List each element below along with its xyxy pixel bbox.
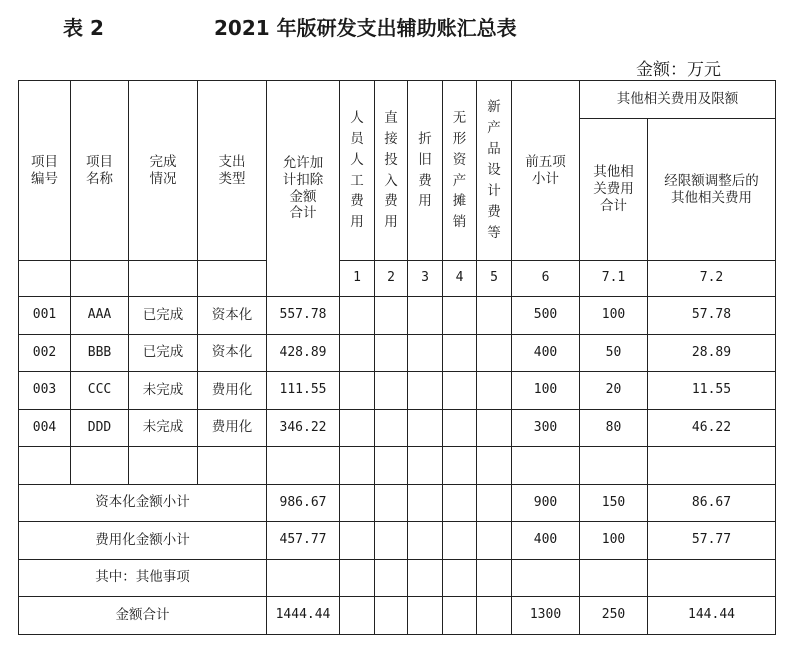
cell-c71: 100 (580, 297, 648, 335)
cell-allowed: 428.89 (267, 334, 340, 372)
cell-type: 资本化 (198, 334, 267, 372)
summary-c6: 900 (512, 484, 580, 522)
cell-c1 (340, 409, 375, 447)
cell-c2 (375, 409, 408, 447)
unit-label: 金额：万元 (636, 60, 721, 80)
summary-row (19, 559, 776, 597)
summary-table (18, 80, 776, 635)
cell-no: 002 (19, 334, 71, 372)
summary-empty-cell (408, 597, 443, 635)
cell-c1 (340, 372, 375, 410)
header-status: 完成 情况 (129, 81, 198, 261)
cell-c3 (408, 297, 443, 335)
cell-c3 (408, 334, 443, 372)
cell-c2 (375, 334, 408, 372)
summary-empty-cell (477, 597, 512, 635)
summary-c72 (648, 559, 776, 597)
summary-label: 费用化金额小计 (19, 522, 267, 560)
header-expense-type: 支出 类型 (198, 81, 267, 261)
summary-allowed (267, 559, 340, 597)
header-index-2: 2 (375, 261, 408, 297)
summary-empty-cell (340, 522, 375, 560)
cell-type: 资本化 (198, 297, 267, 335)
summary-c71: 100 (580, 522, 648, 560)
header-direct-input: 直接投入费用 (375, 81, 408, 261)
cell-type: 费用化 (198, 409, 267, 447)
header-index-6: 6 (512, 261, 580, 297)
cell-c6: 500 (512, 297, 580, 335)
summary-empty-cell (477, 484, 512, 522)
cell-c3 (408, 409, 443, 447)
summary-c72: 144.44 (648, 597, 776, 635)
header-index-blank-2 (71, 261, 129, 297)
summary-empty-cell (340, 484, 375, 522)
summary-empty-cell (340, 597, 375, 635)
cell-name: BBB (71, 334, 129, 372)
summary-empty-cell (443, 522, 477, 560)
cell-c6 (512, 447, 580, 485)
header-other-total: 其他相 关费用 合计 (580, 119, 648, 261)
cell-c4 (443, 334, 477, 372)
summary-empty-cell (443, 597, 477, 635)
cell-type (198, 447, 267, 485)
cell-name (71, 447, 129, 485)
table-row (19, 297, 776, 335)
cell-c6: 300 (512, 409, 580, 447)
header-project-name: 项目 名称 (71, 81, 129, 261)
cell-c5 (477, 297, 512, 335)
summary-c6 (512, 559, 580, 597)
header-amortization: 无形资产摊销 (443, 81, 477, 261)
header-other-adjusted: 经限额调整后的 其他相关费用 (648, 119, 776, 261)
summary-c6: 400 (512, 522, 580, 560)
summary-empty-cell (408, 484, 443, 522)
header-index-4: 4 (443, 261, 477, 297)
cell-allowed: 346.22 (267, 409, 340, 447)
header-index-1: 1 (340, 261, 375, 297)
cell-c4 (443, 447, 477, 485)
summary-c71 (580, 559, 648, 597)
summary-c6: 1300 (512, 597, 580, 635)
cell-c5 (477, 447, 512, 485)
cell-status (129, 447, 198, 485)
cell-no: 004 (19, 409, 71, 447)
summary-label: 其中：其他事项 (19, 559, 267, 597)
cell-c3 (408, 372, 443, 410)
cell-name: CCC (71, 372, 129, 410)
cell-c6: 100 (512, 372, 580, 410)
summary-empty-cell (375, 522, 408, 560)
summary-label: 资本化金额小计 (19, 484, 267, 522)
summary-c72: 57.77 (648, 522, 776, 560)
cell-c72: 46.22 (648, 409, 776, 447)
header-index-3: 3 (408, 261, 443, 297)
summary-row (19, 484, 776, 522)
cell-c2 (375, 447, 408, 485)
header-project-no: 项目 编号 (19, 81, 71, 261)
cell-c1 (340, 447, 375, 485)
cell-c72: 28.89 (648, 334, 776, 372)
summary-row (19, 522, 776, 560)
cell-c4 (443, 372, 477, 410)
cell-c1 (340, 297, 375, 335)
summary-allowed: 1444.44 (267, 597, 340, 635)
cell-c71: 20 (580, 372, 648, 410)
cell-allowed (267, 447, 340, 485)
cell-c3 (408, 447, 443, 485)
cell-status: 已完成 (129, 334, 198, 372)
cell-c72: 11.55 (648, 372, 776, 410)
cell-c71: 80 (580, 409, 648, 447)
cell-c71: 50 (580, 334, 648, 372)
table-row (19, 334, 776, 372)
cell-c2 (375, 297, 408, 335)
cell-allowed: 557.78 (267, 297, 340, 335)
header-index-blank-3 (129, 261, 198, 297)
cell-c5 (477, 372, 512, 410)
cell-no: 003 (19, 372, 71, 410)
cell-allowed: 111.55 (267, 372, 340, 410)
summary-empty-cell (375, 597, 408, 635)
cell-c71 (580, 447, 648, 485)
cell-c6: 400 (512, 334, 580, 372)
page-title: 2021 年版研发支出辅助账汇总表 (214, 16, 517, 40)
cell-type: 费用化 (198, 372, 267, 410)
header-index-blank-4 (198, 261, 267, 297)
cell-c72: 57.78 (648, 297, 776, 335)
header-index-7-2: 7.2 (648, 261, 776, 297)
table-number: 表 2 (63, 16, 104, 40)
summary-empty-cell (408, 522, 443, 560)
cell-name: AAA (71, 297, 129, 335)
cell-c5 (477, 409, 512, 447)
summary-c71: 250 (580, 597, 648, 635)
cell-name: DDD (71, 409, 129, 447)
header-design-fee: 新产品设计费等 (477, 81, 512, 261)
header-index-7-1: 7.1 (580, 261, 648, 297)
cell-c2 (375, 372, 408, 410)
summary-empty-cell (375, 559, 408, 597)
header-other-group: 其他相关费用及限额 (580, 81, 776, 119)
table-row (19, 409, 776, 447)
header-personnel: 人员人工费用 (340, 81, 375, 261)
header-first-five-subtotal: 前五项 小计 (512, 81, 580, 261)
cell-c4 (443, 297, 477, 335)
cell-c4 (443, 409, 477, 447)
summary-allowed: 986.67 (267, 484, 340, 522)
summary-empty-cell (408, 559, 443, 597)
cell-status: 未完成 (129, 409, 198, 447)
summary-label: 金额合计 (19, 597, 267, 635)
table-row (19, 447, 776, 485)
table-row (19, 372, 776, 410)
summary-empty-cell (375, 484, 408, 522)
cell-c5 (477, 334, 512, 372)
cell-no (19, 447, 71, 485)
summary-row (19, 597, 776, 635)
summary-c72: 86.67 (648, 484, 776, 522)
header-index-blank-1 (19, 261, 71, 297)
summary-c71: 150 (580, 484, 648, 522)
cell-status: 未完成 (129, 372, 198, 410)
header-depreciation: 折旧费用 (408, 81, 443, 261)
header-index-5: 5 (477, 261, 512, 297)
summary-allowed: 457.77 (267, 522, 340, 560)
cell-no: 001 (19, 297, 71, 335)
cell-c1 (340, 334, 375, 372)
summary-empty-cell (340, 559, 375, 597)
summary-empty-cell (443, 484, 477, 522)
summary-empty-cell (477, 522, 512, 560)
summary-empty-cell (477, 559, 512, 597)
header-allowed-total: 允许加 计扣除 金额 合计 (267, 81, 340, 297)
summary-empty-cell (443, 559, 477, 597)
cell-status: 已完成 (129, 297, 198, 335)
cell-c72 (648, 447, 776, 485)
